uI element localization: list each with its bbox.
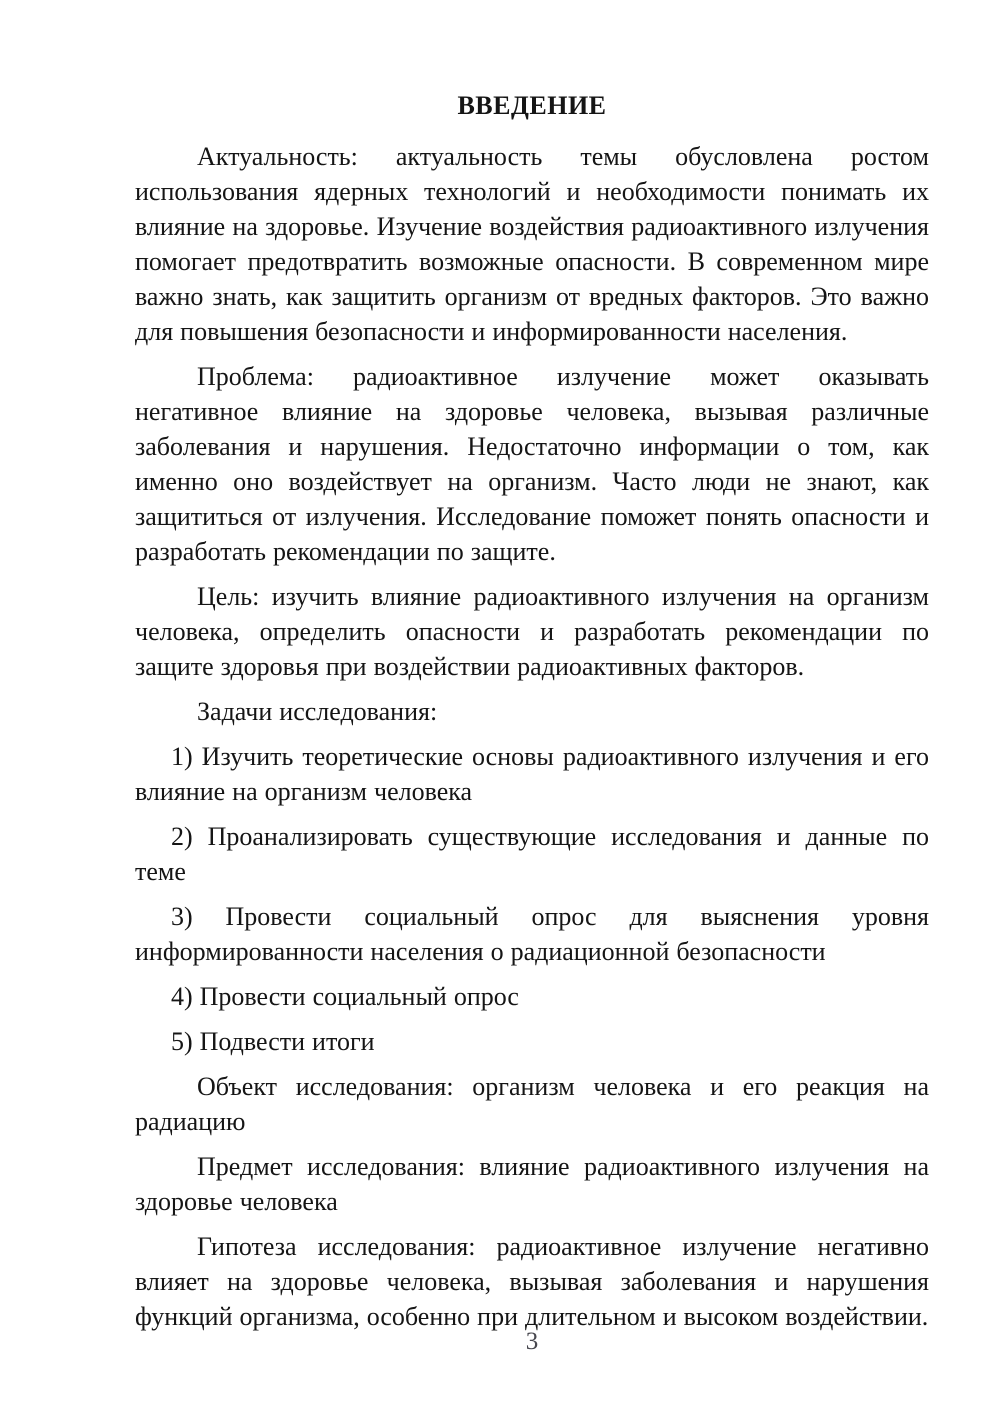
- task-item-2: 2) Проанализировать существующие исследования и данные по теме: [135, 822, 929, 886]
- paragraph-object: Объект исследования: организм человека и его реакция на радиацию: [135, 1072, 929, 1136]
- task-item-4: 4) Провести социальный опрос: [171, 982, 519, 1011]
- task-item-1: 1) Изучить теоретические основы радиоактивного излучения и его влияние на организм человека: [135, 742, 929, 806]
- paragraph-hypothesis: Гипотеза исследования: радиоактивное излучение негативно влияет на здоровье человека, вызывая заболевания и нарушения функций организма, особенно при длительном и высоком воздействии.: [135, 1232, 929, 1331]
- task-item-5: 5) Подвести итоги: [171, 1027, 375, 1056]
- paragraph-relevance: Актуальность: актуальность темы обусловлена ростом использования ядерных технологий и необходимости понимать их влияние на здоровье. Изучение воздействия радиоактивного излучения помогает предотвратить возможные опасности. В современном мире важно знать, как защитить организм от вредных факторов. Это важно для повышения безопасности и информированности населения.: [135, 142, 929, 346]
- paragraph-goal: Цель: изучить влияние радиоактивного излучения на организм человека, определить опасности и разработать рекомендации по защите здоровья при воздействии радиоактивных факторов.: [135, 582, 929, 681]
- tasks-heading: Задачи исследования:: [197, 697, 438, 726]
- page-title: ВВЕДЕНИЕ: [457, 91, 607, 120]
- document-body: [135, 88, 929, 1344]
- paragraph-subject: Предмет исследования: влияние радиоактивного излучения на здоровье человека: [135, 1152, 929, 1216]
- task-item-3: 3) Провести социальный опрос для выяснения уровня информированности населения о радиационной безопасности: [135, 902, 929, 966]
- page-number: 3: [525, 1328, 539, 1355]
- paragraph-problem: Проблема: радиоактивное излучение может оказывать негативное влияние на здоровье человека, вызывая различные заболевания и нарушения. Недостаточно информации о том, как именно оно воздействует на организм. Часто люди не знают, как защититься от излучения. Исследование поможет понять опасности и разработать рекомендации по защите.: [135, 362, 929, 566]
